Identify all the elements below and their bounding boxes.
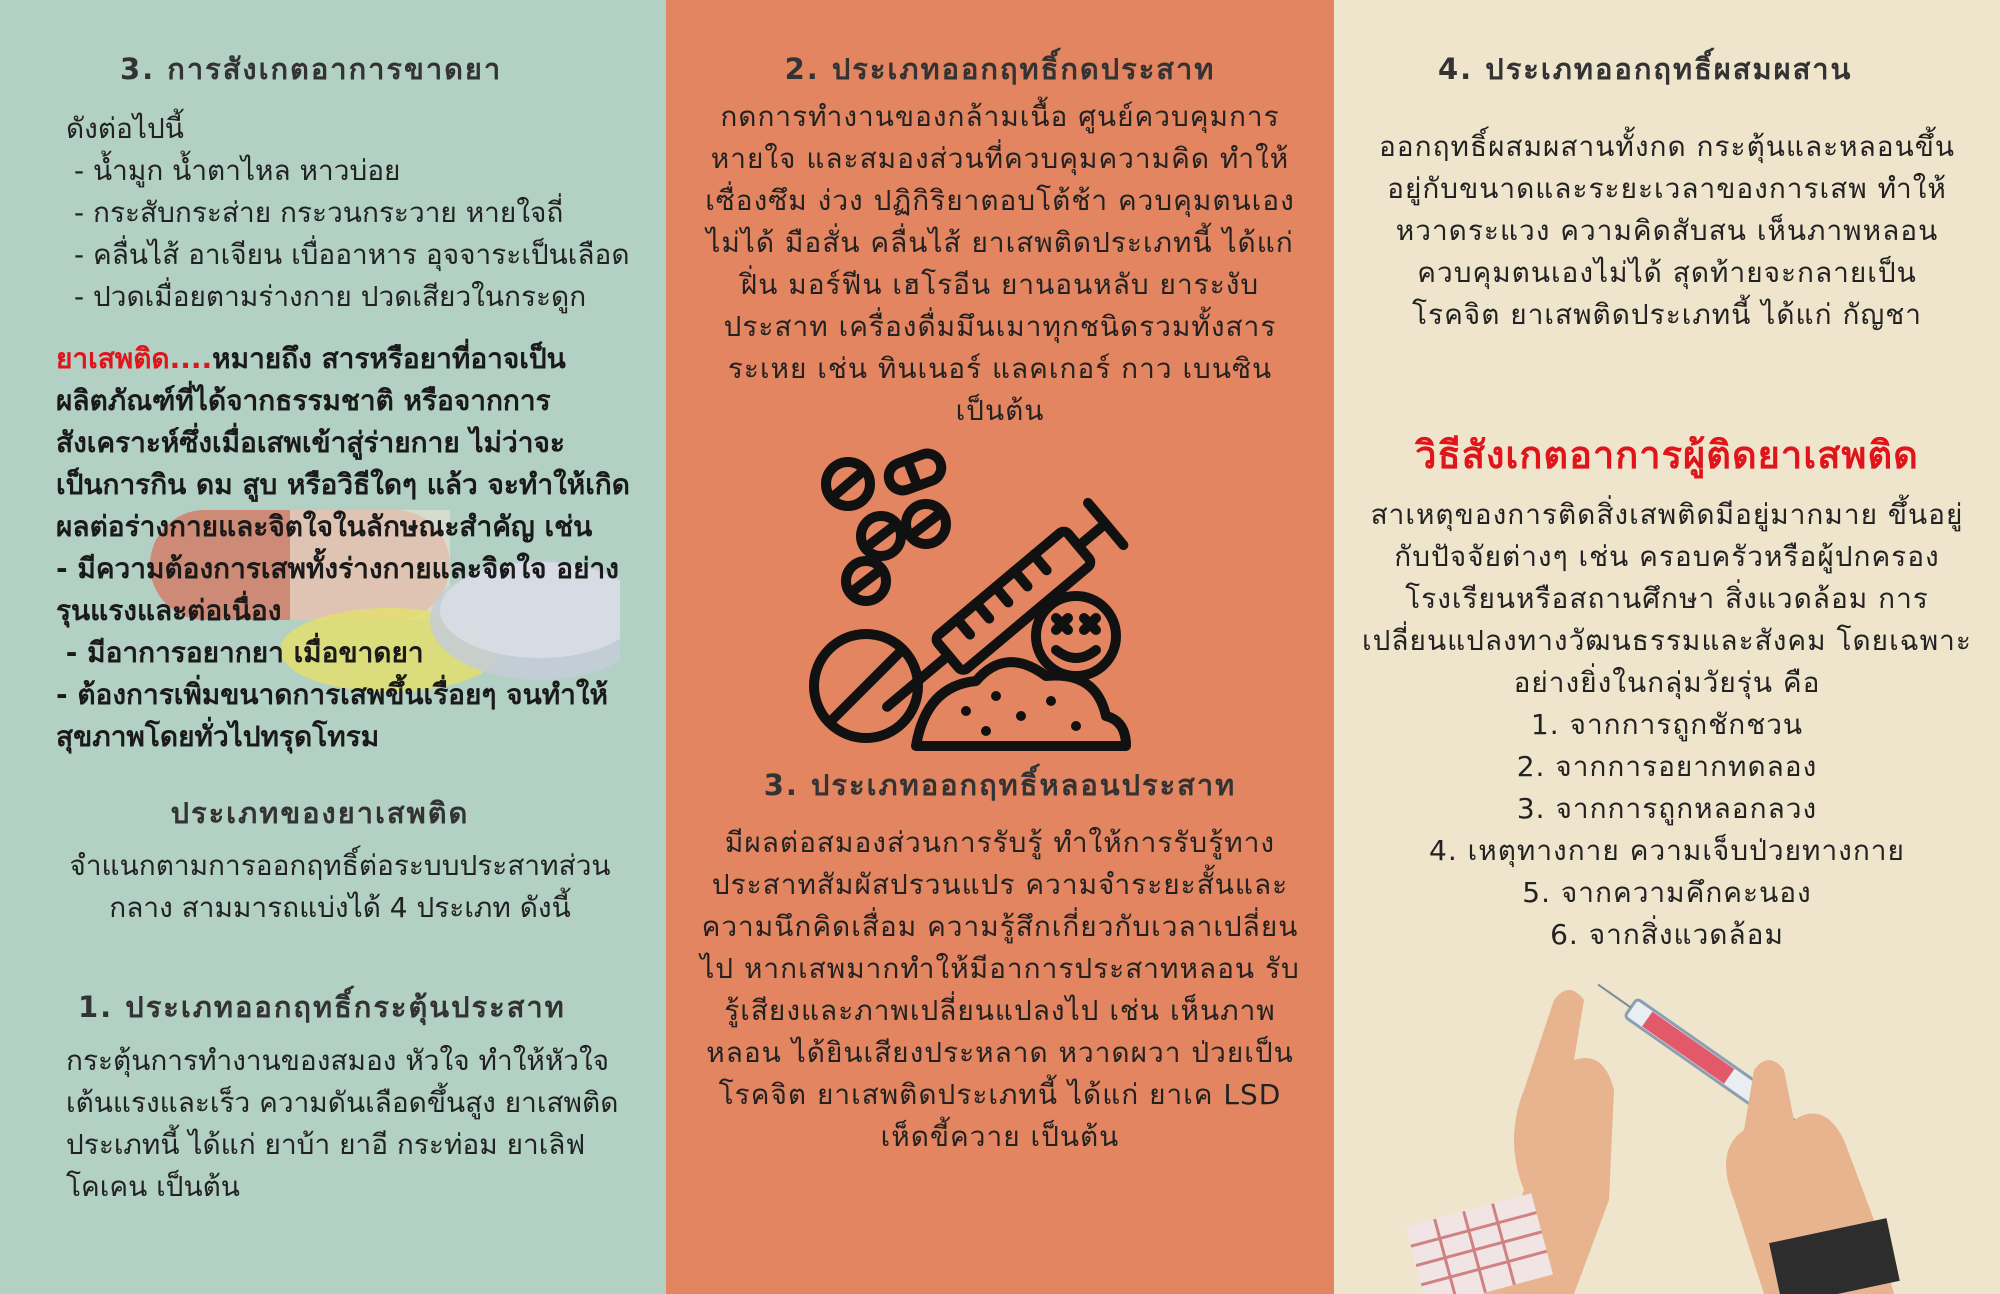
panel-middle [666, 0, 1334, 1294]
observe-text: สาเหตุของการติดสิ่งเสพติดมีอยู่มากมาย ขึ้นอยู่กับปัจจัยต่างๆ เช่น ครอบครัวหรือผู้ปกครอง โรงเรียนหรือสถานศึกษา สิ่งแวดล้อม การเปลี่ยนแปลงทางวัฒนธรรมและสังคม โดยเฉพาะอย่างยิ่งในกลุ่มวัยรุ่น คือ [1362, 498, 1972, 699]
cause-item: 5. จากความคึกคะนอง [1522, 876, 1812, 909]
observe-heading: วิธีสังเกตอาการผู้ติดยาเสพติด [1415, 433, 1919, 477]
definition-block [56, 338, 656, 758]
withdrawal-symptom: - น้ำมูก น้ำตาไหล หาวบ่อย [74, 154, 401, 187]
cause-item: 6. จากสิ่งแวดล้อม [1550, 918, 1784, 951]
hallucinogen-heading: 3. ประเภทออกฤทธิ์หลอนประสาท [763, 768, 1237, 802]
definition-point: - มีอาการอยากยา เมื่อขาดยา [56, 636, 424, 669]
cause-item: 1. จากการถูกชักชวน [1530, 708, 1804, 741]
withdrawal-symptom: - ปวดเมื่อยตามร่างกาย ปวดเสียวในกระดูก [74, 280, 587, 313]
withdrawal-symptom: - คลื่นไส้ อาเจียน เบื่ออาหาร อุจจาระเป็นเลือด [74, 238, 630, 271]
withdrawal-list [66, 108, 646, 318]
types-heading: ประเภทของยาเสพติด [170, 796, 470, 830]
stimulant-text: กระตุ้นการทำงานของสมอง หัวใจ ทำให้หัวใจเต้นแรงและเร็ว ความดันเลือดขึ้นสูง ยาเสพติดประเภทนี้ ได้แก่ ยาบ้า ยาอี กระท่อม ยาเลิฟ โคเคน เป็นต้น [66, 1044, 619, 1203]
types-text: จำแนกตามการออกฤทธิ์ต่อระบบประสาทส่วนกลาง สามมารถแบ่งได้ 4 ประเภท ดังนี้ [69, 849, 611, 924]
cause-item: 4. เหตุทางกาย ความเจ็บป่วยทางกาย [1429, 834, 1905, 867]
mixed-text: ออกฤทธิ์ผสมผสานทั้งกด กระตุ้นและหลอนขึ้นอยู่กับขนาดและระยะเวลาของการเสพ ทำให้หวาดระแวง ความคิดสับสน เห็นภาพหลอนควบคุมตนเองไม่ได้ สุดท้ายจะกลายเป็นโรคจิต ยาเสพติดประเภทนี้ ได้แก่ กัญชา [1378, 130, 1956, 331]
withdrawal-heading: 3. การสังเกตอาการขาดยา [120, 52, 503, 86]
observe-block [1362, 494, 1972, 956]
panel-left [0, 0, 666, 1294]
definition-point: - ต้องการเพิ่มขนาดการเสพขึ้นเรื่อยๆ จนทำให้สุขภาพโดยทั่วไปทรุดโทรม [56, 678, 609, 753]
cause-item: 2. จากการอยากทดลอง [1516, 750, 1818, 783]
hallucinogen-text: มีผลต่อสมองส่วนการรับรู้ ทำให้การรับรู้ทางประสาทสัมผัสปรวนแปร ความจำระยะสั้นและความนึกคิดเสื่อม ความรู้สึกเกี่ยวกับเวลาเปลี่ยนไป หากเสพมากทำให้มีอาการประสาทหลอน รับรู้เสียงและภาพเปลี่ยนแปลงไป เช่น เห็นภาพหลอน ได้ยินเสียงประหลาด หวาดผวา ป่วยเป็นโรคจิต ยาเสพติดประเภทนี้ ได้แก่ ยาเค LSD เห็ดขี้ควาย เป็นต้น [700, 826, 1300, 1153]
drugs-syringe-icon [806, 446, 1206, 756]
withdrawal-intro: ดังต่อไปนี้ [66, 112, 184, 145]
panel-right [1334, 0, 2000, 1294]
cause-item: 3. จากการถูกหลอกลวง [1516, 792, 1818, 825]
hands-syringe-image [1374, 940, 1994, 1294]
definition-term: ยาเสพติด.... [56, 342, 213, 375]
stimulant-heading: 1. ประเภทออกฤทธิ์กระตุ้นประสาท [78, 990, 566, 1024]
depressant-heading: 2. ประเภทออกฤทธิ์กดประสาท [784, 52, 1216, 86]
definition-point: - มีความต้องการเสพทั้งร่างกายและจิตใจ อย่างรุนแรงและต่อเนื่อง [56, 552, 619, 627]
mixed-heading: 4. ประเภทออกฤทธิ์ผสมผสาน [1438, 52, 1853, 86]
withdrawal-symptom: - กระสับกระส่าย กระวนกระวาย หายใจถี่ [74, 196, 564, 229]
definition-text: หมายถึง สารหรือยาที่อาจเป็นผลิตภัณฑ์ที่ได้จากธรรมชาติ หรือจากการสังเคราะห์ซึ่งเมื่อเสพเข้าสู่ร่ายกาย ไม่ว่าจะเป็นการกิน ดม สูบ หรือวิธีใดๆ แล้ว จะทำให้เกิดผลต่อร่างกายและจิตใจในลักษณะสำคัญ เช่น [56, 342, 630, 543]
depressant-text: กดการทำงานของกล้ามเนื้อ ศูนย์ควบคุมการหายใจ และสมองส่วนที่ควบคุมความคิด ทำให้เซื่องซึม ง่วง ปฏิกิริยาตอบโต้ช้า ควบคุมตนเองไม่ได้ มือสั่น คลื่นไส้ ยาเสพติดประเภทนี้ ได้แก่ ฝิ่น มอร์ฟีน เฮโรอีน ยานอนหลับ ยาระงับประสาท เครื่องดื่มมึนเมาทุกชนิดรวมทั้งสารระเหย เช่น ทินเนอร์ แลคเกอร์ กาว เบนซิน เป็นต้น [705, 100, 1295, 427]
